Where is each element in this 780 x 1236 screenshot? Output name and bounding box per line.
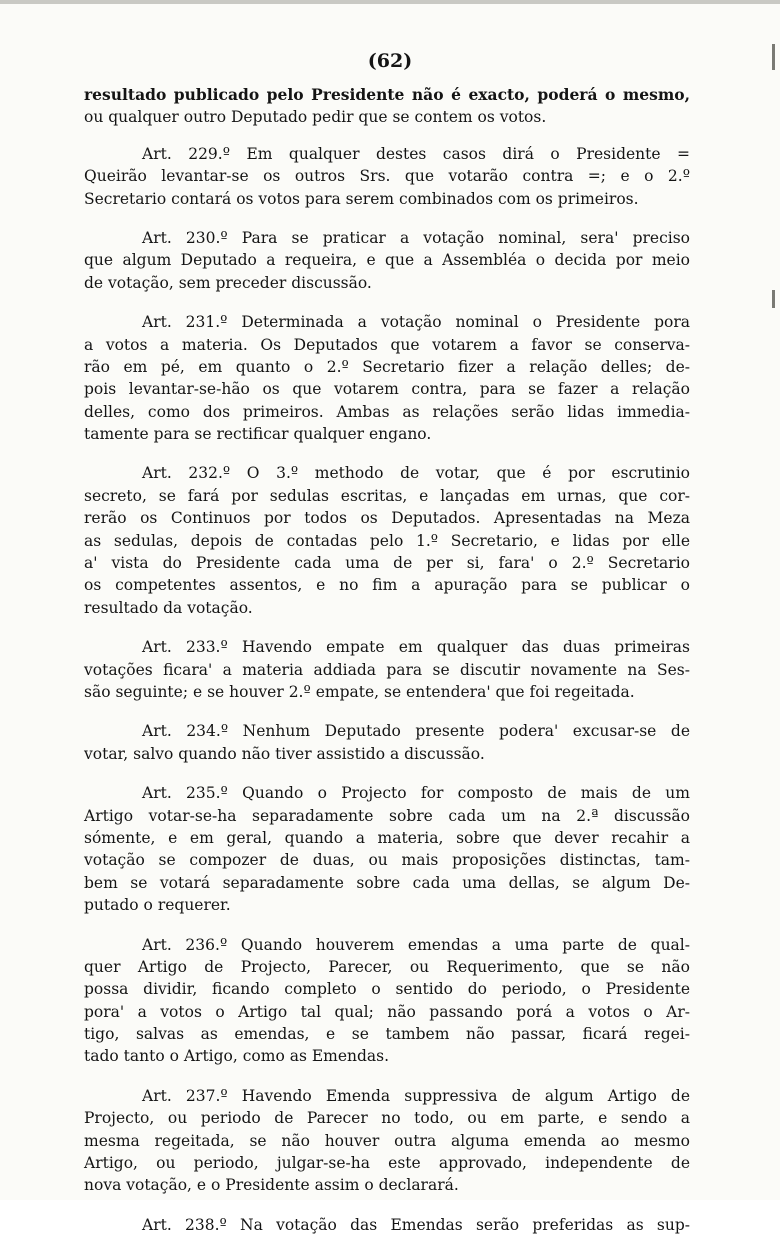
text-line: delles, como dos primeiros. Ambas as relações serão lidas immedia-	[84, 402, 690, 421]
text-line: Art. 232.º O 3.º methodo de votar, que é por escrutinio	[142, 464, 690, 483]
paragraph-continuation	[84, 84, 690, 129]
body-text	[84, 84, 690, 1236]
text-line: são seguinte; e se houver 2.º empate, se entendera' que foi regeitada.	[84, 682, 635, 701]
text-line: nova votação, e o Presidente assim o declarará.	[84, 1176, 459, 1195]
text-line: Artigo, ou periodo, julgar-se-ha este approvado, independente de	[84, 1154, 690, 1173]
paragraph-art-236	[84, 934, 690, 1068]
paragraph-art-230	[84, 227, 690, 294]
text-line: possa dividir, ficando completo o sentido do periodo, o Presidente	[84, 980, 690, 999]
page-number: (62)	[367, 50, 413, 72]
text-line: resultado publicado pelo Presidente não é exacto, poderá o mesmo,	[84, 85, 690, 104]
paragraph-art-234	[84, 720, 690, 765]
text-line: Art. 234.º Nenhum Deputado presente podera' excusar-se de	[142, 722, 690, 741]
text-line: resultado da votação.	[84, 598, 253, 617]
margin-mark	[772, 290, 775, 308]
text-line: que algum Deputado a requeira, e que a Assembléa o decida por meio	[84, 251, 690, 270]
text-line: quer Artigo de Projecto, Parecer, ou Requerimento, que se não	[84, 957, 690, 976]
margin-mark	[772, 44, 775, 70]
paragraph-art-232	[84, 462, 690, 619]
text-line: ou qualquer outro Deputado pedir que se contem os votos.	[84, 108, 547, 127]
text-line: Art. 233.º Havendo empate em qualquer das duas primeiras	[142, 638, 690, 657]
text-line: os competentes assentos, e no fim a apuração para se publicar o	[84, 576, 690, 595]
text-line: Art. 235.º Quando o Projecto for composto de mais de um	[142, 784, 690, 803]
text-line: pora' a votos o Artigo tal qual; não passando porá a votos o Ar-	[84, 1002, 690, 1021]
text-line: sómente, e em geral, quando a materia, sobre que dever recahir a	[84, 828, 690, 847]
text-line: votar, salvo quando não tiver assistido a discussão.	[84, 744, 485, 763]
text-line: Art. 229.º Em qualquer destes casos dirá o Presidente =	[142, 144, 690, 163]
paragraph-art-235	[84, 782, 690, 916]
text-line: votação se compozer de duas, ou mais proposições distinctas, tam-	[84, 851, 690, 870]
text-line: pois levantar-se-hão os que votarem contra, para se fazer a relação	[84, 380, 690, 399]
text-line: Art. 238.º Na votação das Emendas serão preferidas as sup-	[142, 1215, 690, 1234]
text-line: rerão os Continuos por todos os Deputados. Apresentadas na Meza	[84, 509, 690, 528]
paragraph-art-238	[84, 1214, 690, 1236]
text-line: votações ficara' a materia addiada para se discutir novamente na Ses-	[84, 660, 690, 679]
text-line: Art. 236.º Quando houverem emendas a uma parte de qual-	[142, 935, 690, 954]
text-line: as sedulas, depois de contadas pelo 1.º Secretario, e lidas por elle	[84, 531, 690, 550]
text-line: tamente para se rectificar qualquer engano.	[84, 425, 432, 444]
text-line: rão em pé, em quanto o 2.º Secretario fizer a relação delles; de-	[84, 357, 690, 376]
text-line: secreto, se fará por sedulas escritas, e lançadas em urnas, que cor-	[84, 486, 690, 505]
text-line: putado o requerer.	[84, 896, 231, 915]
text-line: de votação, sem preceder discussão.	[84, 273, 372, 292]
text-line: bem se votará separadamente sobre cada uma dellas, se algum De-	[84, 873, 690, 892]
text-line: Queirão levantar-se os outros Srs. que votarão contra =; e o 2.º	[84, 167, 690, 186]
text-line: tigo, salvas as emendas, e se tambem não passar, ficará regei-	[84, 1025, 690, 1044]
text-line: mesma regeitada, se não houver outra alguma emenda ao mesmo	[84, 1131, 690, 1150]
text-line: Artigo votar-se-ha separadamente sobre cada um na 2.ª discussão	[84, 806, 690, 825]
paragraph-art-231	[84, 311, 690, 445]
page-top-edge	[0, 0, 780, 4]
text-line: a votos a materia. Os Deputados que votarem a favor se conserva-	[84, 335, 690, 354]
text-line: Art. 230.º Para se praticar a votação nominal, sera' preciso	[142, 228, 690, 247]
text-line: Secretario contará os votos para serem combinados com os primeiros.	[84, 189, 639, 208]
text-line: Art. 237.º Havendo Emenda suppressiva de algum Artigo de	[142, 1086, 690, 1105]
paragraph-art-229	[84, 143, 690, 210]
paragraph-art-233	[84, 636, 690, 703]
text-line: Projecto, ou periodo de Parecer no todo, ou em parte, e sendo a	[84, 1109, 690, 1128]
text-line: Art. 231.º Determinada a votação nominal o Presidente pora	[142, 313, 690, 332]
text-line: tado tanto o Artigo, como as Emendas.	[84, 1047, 390, 1066]
paragraph-art-237	[84, 1085, 690, 1197]
text-line: a' vista do Presidente cada uma de per si, fara' o 2.º Secretario	[84, 554, 690, 573]
